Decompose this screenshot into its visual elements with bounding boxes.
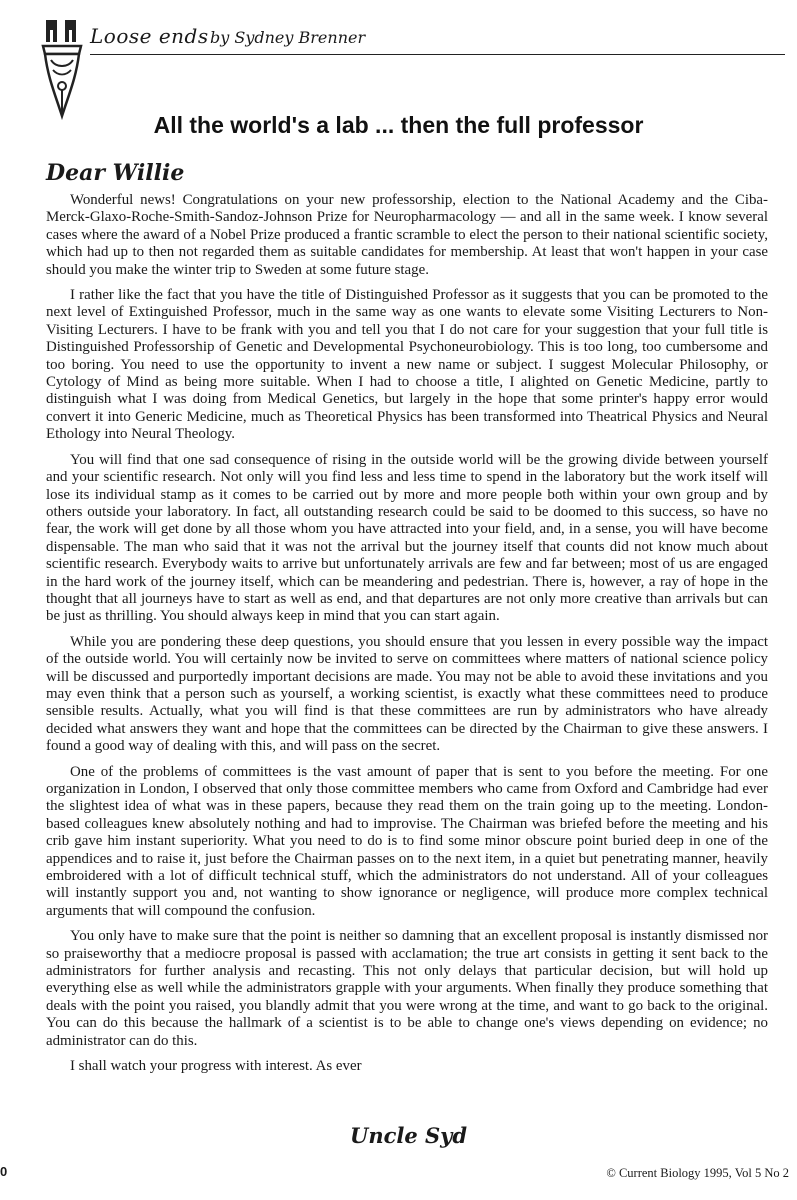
paragraph-5: One of the problems of committees is the vast amount of paper that is sent to you before the meeting. For one organization in London, I observed that only those committee members who came from Oxford and Cambridge had ever the slightest idea of what was in these papers, because they read them on the train going up to the meeting. London-based colleagues knew absolutely nothing and had to improvise. The Chairman was briefed before the meeting and his crib gave him instant superiority. What you need to do is to find some minor obscure point buried deep in one of the appendices and to raise it, just before the Chairman passes on to the next item, in a quiet but penetrating manner, heavily embroidered with a lot of difficult technical stuff, which the administrators do not understand. All of your colleagues will instantly support you and, not wanting to show ignorance or negligence, will produce more complex technical arguments that will compound the confusion. xyxy=(46,763,768,919)
column-series-title: Loose ends xyxy=(90,24,209,48)
paragraph-2: I rather like the fact that you have the title of Distinguished Professor as it suggests that you can be promoted to the next level of Extinguished Professor, much in the same way as one wants to elevate some Visiting Lecturers to Non-Visiting Lecturers. I have to be frank with you and tell you that I do not care for your suggestion that your full title is Distinguished Professorship of Genetic and Developmental Psychoneurobiology. This is too long, too cumbersome and too boring. You need to use the opportunity to invent a new name or subject. I suggest Molecular Philosophy, or Cytology of Mind as being more suitable. When I had to choose a title, I alighted on Genetic Medicine, partly to distinguish what I was doing from Medical Genetics, but largely in the hope that some printer's happy error would convert it into Generic Medicine, much as Theoretical Physics has been transformed into Theatrical Physics and Neural Ethology into Neural Theology. xyxy=(46,287,768,443)
page-number: 0 xyxy=(0,1164,8,1179)
article-body xyxy=(46,192,768,1084)
column-byline: by Sydney Brenner xyxy=(210,28,366,47)
paragraph-1: Wonderful news! Congratulations on your new professorship, election to the National Academy and the Ciba-Merck-Glaxo-Roche-Smith-Sandoz-Johnson Prize for Neuropharmacology — and all in the same week. I know several cases where the award of a Nobel Prize produced a frantic scramble to elect the person to their national scientific society, which had up to then not regarded them as suitable candidates for membership. At least that won't happen in your case should you make the winter trip to Sweden at some future stage. xyxy=(46,192,768,278)
article-title: All the world's a lab ... then the full professor xyxy=(153,112,644,138)
closing-line: I shall watch your progress with interest. As ever xyxy=(70,1058,362,1075)
letter-salutation: Dear Willie xyxy=(46,160,185,186)
signature: Uncle Syd xyxy=(350,1123,468,1148)
header-rule xyxy=(90,54,785,55)
paragraph-4: While you are pondering these deep questions, you should ensure that you lessen in every possible way the impact of the outside world. You will certainly now be invited to serve on committees where matters of national science policy will be discussed and purportedly important decisions are made. You may not be able to avoid these invitations and you may even think that a person such as yourself, a working scientist, is exactly what these committees need to produce sensible results. Actually, what you will find is that these committees are run by administrators who have already decided what answers they want and hope that the committees can be directed by the Chairman to give these answers. I found a good way of dealing with this, and will pass on the secret. xyxy=(46,633,768,755)
paragraph-6: You only have to make sure that the point is neither so damning that an excellent proposal is instantly dismissed nor so praiseworthy that a mediocre proposal is passed with acclamation; the true art consists in getting it sent back to the administrators for further analysis and recasting. This not only delays that particular decision, but will hold up everything else as well while the administrators grapple with your arguments. When finally they produce something that deals with the point you raised, you blandly admit that you were wrong at the time, and want to go back to the original. You can do this because the hallmark of a scientist is to be able to change one's views depending on evidence; no administrator can do this. xyxy=(46,928,768,1049)
paragraph-3: You will find that one sad consequence of rising in the outside world will be the growing divide between yourself and your scientific research. Not only will you find less and less time to spend in the laboratory but the work itself will lose its individual stamp as it comes to be carried out by more and more people both within your own group and by others outside your laboratory. In fact, all outstanding research could be said to be doomed to this success, so have no fear, the work will get done by all those whom you have attracted into your field, and, in a sense, you will have become dispensable. The man who said that it was not the arrival but the journey itself that counts did not know much about scientific research. Everybody waits to arrive but unfortunately arrivals are few and far between; most of us are engaged in the hard work of the journey itself, which can be meandering and pedestrian. There is, however, a ray of hope in the thought that all journeys have to start as well as end, and that departures are not only more creative than arrivals but can be just as thrilling. You should always keep in mind that you can start again. xyxy=(46,451,768,625)
footer-citation: © Current Biology 1995, Vol 5 No 2 xyxy=(606,1166,789,1180)
fountain-pen-nib-icon xyxy=(40,16,88,120)
